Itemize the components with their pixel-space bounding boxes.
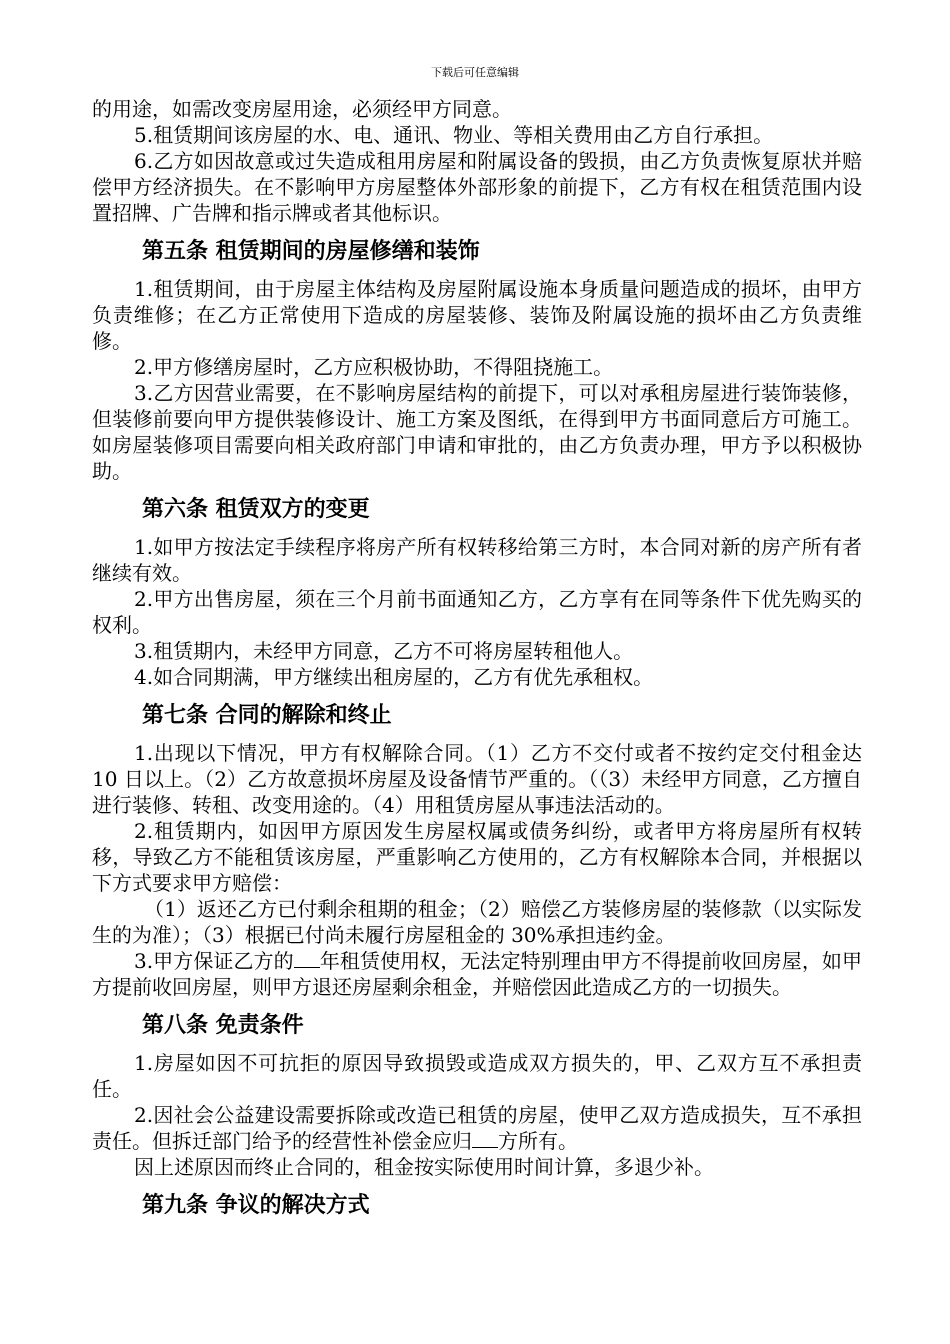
article6-clause3: 3.租赁期内，未经甲方同意，乙方不可将房屋转租他人。 (134, 639, 634, 663)
download-note: 下载后可任意编辑 (431, 66, 519, 79)
years-blank (294, 949, 320, 968)
article5-clause2: 2.甲方修缮房屋时，乙方应积极协助，不得阻挠施工。 (134, 355, 614, 379)
article5-clause1: 1.租赁期间，由于房屋主体结构及房屋附属设施本身质量问题造成的损坏，由甲方负责维修；在乙方正常使用下造成的房屋装修、装饰及附属设施的损坏由乙方负责维修。 (92, 277, 862, 353)
article6-clause2: 2.甲方出售房屋，须在三个月前书面通知乙方，乙方享有在同等条件下优先购买的权利。 (92, 587, 862, 637)
paragraph-usage-continued: 的用途，如需改变房屋用途，必须经甲方同意。 (92, 97, 512, 121)
article7-clause3-start: 3.甲方保证乙方的 (134, 949, 294, 973)
article7-compensation-list: （1）返还乙方已付剩余租期的租金；（2）赔偿乙方装修房屋的装修款（以实际发生的为准）；（3）根据已付尚未履行房屋租金的 30%承担违约金。 (92, 897, 862, 947)
article7-clause1: 1.出现以下情况，甲方有权解除合同。（1）乙方不交付或者不按约定交付租金达 10 日以上。（2）乙方故意损坏房屋及设备情节严重的。（（3）未经甲方同意，乙方擅自进行装修、转租、改变用途的。（4）用租赁房屋从事违法活动的。 (92, 741, 862, 817)
article9-title: 第九条 争议的解决方式 (142, 1193, 370, 1218)
article5-title: 第五条 租赁期间的房屋修缮和装饰 (142, 239, 480, 264)
document-body (92, 96, 862, 1220)
article6-clause1: 1.如甲方按法定手续程序将房产所有权转移给第三方时，本合同对新的房产所有者继续有效。 (92, 535, 862, 585)
article8-clause3: 因上述原因而终止合同的，租金按实际使用时间计算，多退少补。 (134, 1155, 714, 1179)
article8-clause2-end: 方所有。 (498, 1129, 578, 1153)
article8-clause1: 1.房屋如因不可抗拒的原因导致损毁或造成双方损失的，甲、乙双方互不承担责任。 (92, 1051, 862, 1101)
article8-title: 第八条 免责条件 (142, 1013, 304, 1038)
article6-title: 第六条 租赁双方的变更 (142, 497, 370, 522)
article7-clause3 (92, 948, 862, 1000)
article7-clause2: 2.租赁期内，如因甲方原因发生房屋权属或债务纠纷，或者甲方将房屋所有权转移，导致乙方不能租赁该房屋，严重影响乙方使用的，乙方有权解除本合同，并根据以下方式要求甲方赔偿： (92, 819, 862, 895)
paragraph-fees: 5.租赁期间该房屋的水、电、通讯、物业、等相关费用由乙方自行承担。 (134, 123, 774, 147)
paragraph-damage: 6.乙方如因故意或过失造成租用房屋和附属设备的毁损，由乙方负责恢复原状并赔偿甲方经济损失。在不影响甲方房屋整体外部形象的前提下，乙方有权在租赁范围内设置招牌、广告牌和指示牌或者其他标识。 (92, 149, 862, 225)
article5-clause3: 3.乙方因营业需要，在不影响房屋结构的前提下，可以对承租房屋进行装饰装修，但装修前要向甲方提供装修设计、施工方案及图纸，在得到甲方书面同意后方可施工。如房屋装修项目需要向相关政府部门申请和审批的，由乙方负责办理，甲方予以积极协助。 (92, 381, 862, 483)
article7-clause3-end: 年租赁使用权，无法定特别理由甲方不得提前收回房屋，如甲方提前收回房屋，则甲方退还房屋剩余租金，并赔偿因此造成乙方的一切损失。 (92, 949, 862, 999)
article7-title: 第七条 合同的解除和终止 (142, 703, 392, 728)
party-blank (472, 1129, 498, 1148)
article6-clause4: 4.如合同期满，甲方继续出租房屋的，乙方有优先承租权。 (134, 665, 654, 689)
article8-clause2-start: 2.因社会公益建设需要拆除或改造已租赁的房屋，使甲乙双方造成损失，互不承担责任。但拆迁部门给予的经营性补偿金应归 (92, 1103, 862, 1153)
article8-clause2 (92, 1102, 862, 1154)
